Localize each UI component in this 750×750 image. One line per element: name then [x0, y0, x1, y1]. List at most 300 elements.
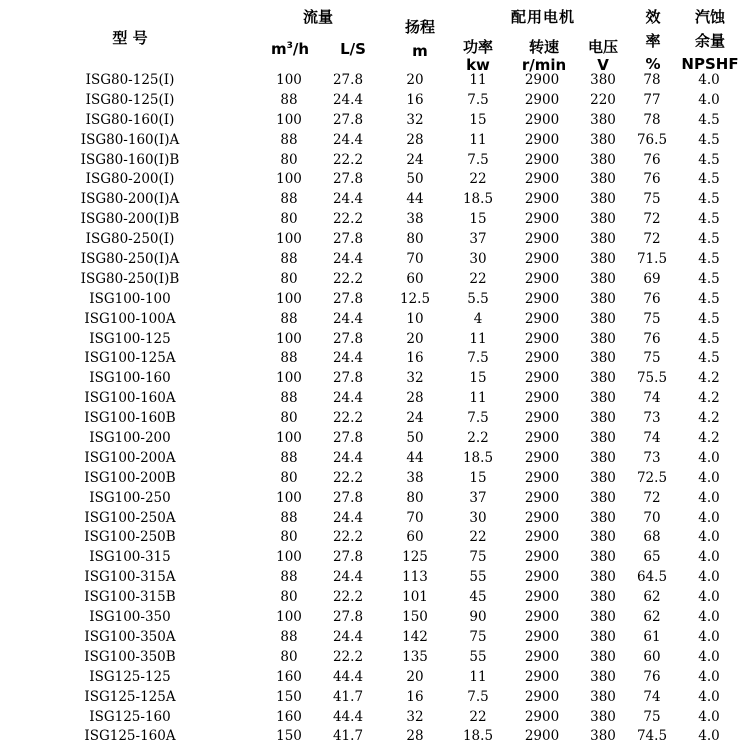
- cell-head: 60: [406, 270, 424, 287]
- cell-flow-ls: 44.4: [332, 708, 364, 725]
- cell-npsh: 4.5: [698, 350, 720, 367]
- cell-npsh: 4.0: [698, 469, 720, 486]
- cell-flow-m3h: 100: [276, 370, 302, 387]
- cell-efficiency: 72: [643, 231, 661, 248]
- header-efficiency-unit: %: [645, 55, 661, 73]
- cell-head: 28: [406, 390, 424, 407]
- cell-efficiency: 71.5: [636, 251, 668, 268]
- cell-head: 70: [406, 509, 424, 526]
- cell-efficiency: 62: [643, 609, 661, 626]
- cell-speed: 2900: [524, 310, 560, 327]
- cell-efficiency: 72: [643, 211, 661, 228]
- cell-model: ISG125-160A: [84, 728, 176, 745]
- cell-head: 32: [406, 708, 424, 725]
- header-power: 功率: [462, 38, 494, 56]
- cell-flow-m3h: 150: [276, 728, 302, 745]
- cell-voltage: 380: [590, 628, 616, 645]
- cell-speed: 2900: [524, 131, 560, 148]
- cell-voltage: 380: [590, 549, 616, 566]
- header-head-unit: m: [412, 42, 428, 60]
- cell-power: 45: [469, 589, 487, 606]
- header-efficiency-2: 率: [645, 32, 661, 50]
- cell-speed: 2900: [524, 648, 560, 665]
- cell-power: 55: [469, 648, 487, 665]
- cell-npsh: 4.5: [698, 310, 720, 327]
- cell-flow-ls: 24.4: [332, 131, 364, 148]
- table-row: [0, 568, 750, 588]
- cell-power: 11: [469, 390, 487, 407]
- cell-head: 20: [406, 668, 424, 685]
- cell-speed: 2900: [524, 410, 560, 427]
- cell-flow-m3h: 160: [276, 668, 302, 685]
- cell-model: ISG100-315B: [84, 589, 176, 606]
- cell-efficiency: 78: [643, 111, 661, 128]
- cell-speed: 2900: [524, 489, 560, 506]
- cell-npsh: 4.0: [698, 72, 720, 88]
- cell-head: 32: [406, 370, 424, 387]
- cell-efficiency: 72: [643, 489, 661, 506]
- cell-efficiency: 60: [643, 648, 661, 665]
- cell-npsh: 4.0: [698, 549, 720, 566]
- cell-speed: 2900: [524, 231, 560, 248]
- cell-flow-m3h: 88: [280, 91, 298, 108]
- cell-efficiency: 65: [643, 549, 661, 566]
- cell-npsh: 4.5: [698, 330, 720, 347]
- table-row: [0, 588, 750, 608]
- table-row: [0, 389, 750, 409]
- cell-speed: 2900: [524, 151, 560, 168]
- cell-flow-ls: 44.4: [332, 668, 364, 685]
- cell-speed: 2900: [524, 469, 560, 486]
- header-efficiency-1: 效: [645, 8, 661, 26]
- cell-power: 15: [469, 111, 487, 128]
- cell-power: 22: [469, 529, 487, 546]
- cell-flow-ls: 27.8: [332, 231, 364, 248]
- cell-speed: 2900: [524, 191, 560, 208]
- cell-speed: 2900: [524, 688, 560, 705]
- table-row: [0, 151, 750, 171]
- cell-model: ISG100-350A: [84, 628, 176, 645]
- cell-speed: 2900: [524, 569, 560, 586]
- cell-flow-ls: 41.7: [332, 728, 364, 745]
- cell-efficiency: 68: [643, 529, 661, 546]
- cell-flow-m3h: 88: [280, 628, 298, 645]
- cell-power: 7.5: [467, 151, 489, 168]
- cell-head: 38: [406, 211, 424, 228]
- cell-npsh: 4.0: [698, 489, 720, 506]
- cell-speed: 2900: [524, 509, 560, 526]
- cell-npsh: 4.5: [698, 151, 720, 168]
- cell-speed: 2900: [524, 728, 560, 745]
- header-flow: 流量: [302, 8, 334, 26]
- cell-npsh: 4.0: [698, 609, 720, 626]
- table-row: [0, 310, 750, 330]
- cell-speed: 2900: [524, 430, 560, 447]
- cell-flow-ls: 22.2: [332, 151, 364, 168]
- cell-power: 37: [469, 489, 487, 506]
- table-row: [0, 449, 750, 469]
- cell-voltage: 380: [590, 449, 616, 466]
- cell-npsh: 4.5: [698, 231, 720, 248]
- cell-power: 11: [469, 668, 487, 685]
- cell-efficiency: 61: [643, 628, 661, 645]
- cell-flow-ls: 24.4: [332, 191, 364, 208]
- cell-voltage: 220: [590, 91, 616, 108]
- cell-voltage: 380: [590, 648, 616, 665]
- cell-npsh: 4.5: [698, 191, 720, 208]
- header-head: 扬程: [404, 18, 436, 36]
- cell-voltage: 380: [590, 708, 616, 725]
- cell-efficiency: 74.5: [636, 728, 668, 745]
- cell-voltage: 380: [590, 728, 616, 745]
- cell-npsh: 4.0: [698, 708, 720, 725]
- header-voltage: 电压: [587, 38, 619, 56]
- cell-head: 50: [406, 171, 424, 188]
- cell-speed: 2900: [524, 350, 560, 367]
- cell-npsh: 4.0: [698, 449, 720, 466]
- cell-efficiency: 73: [643, 449, 661, 466]
- table-row: [0, 290, 750, 310]
- cell-voltage: 380: [590, 430, 616, 447]
- table-row: [0, 727, 750, 747]
- cell-flow-m3h: 80: [280, 410, 298, 427]
- cell-model: ISG80-160(I)B: [80, 151, 180, 168]
- cell-flow-m3h: 100: [276, 489, 302, 506]
- cell-flow-m3h: 80: [280, 469, 298, 486]
- table-row: [0, 708, 750, 728]
- table-row: [0, 349, 750, 369]
- cell-voltage: 380: [590, 171, 616, 188]
- table-row: [0, 429, 750, 449]
- cell-npsh: 4.5: [698, 131, 720, 148]
- cell-flow-ls: 24.4: [332, 449, 364, 466]
- header-npsh-1: 汽蚀: [694, 8, 726, 26]
- cell-head: 80: [406, 489, 424, 506]
- cell-voltage: 380: [590, 111, 616, 128]
- cell-model: ISG100-200: [89, 430, 171, 447]
- cell-efficiency: 76: [643, 668, 661, 685]
- cell-flow-m3h: 150: [276, 688, 302, 705]
- cell-voltage: 380: [590, 410, 616, 427]
- header-motor: 配用电机: [510, 8, 576, 26]
- cell-flow-m3h: 80: [280, 151, 298, 168]
- table-row: [0, 270, 750, 290]
- cell-voltage: 380: [590, 330, 616, 347]
- cell-head: 80: [406, 231, 424, 248]
- cell-model: ISG100-200B: [84, 469, 176, 486]
- cell-voltage: 380: [590, 370, 616, 387]
- cell-head: 50: [406, 430, 424, 447]
- cell-efficiency: 76: [643, 171, 661, 188]
- cell-efficiency: 74: [643, 430, 661, 447]
- cell-npsh: 4.5: [698, 211, 720, 228]
- cell-head: 28: [406, 131, 424, 148]
- cell-flow-m3h: 88: [280, 251, 298, 268]
- cell-efficiency: 77: [643, 91, 661, 108]
- table-row: [0, 608, 750, 628]
- cell-voltage: 380: [590, 350, 616, 367]
- cell-power: 90: [469, 609, 487, 626]
- cell-flow-m3h: 88: [280, 569, 298, 586]
- cell-flow-m3h: 88: [280, 509, 298, 526]
- cell-flow-m3h: 100: [276, 111, 302, 128]
- cell-model: ISG100-250: [89, 489, 171, 506]
- cell-power: 30: [469, 509, 487, 526]
- cell-npsh: 4.0: [698, 91, 720, 108]
- table-row: [0, 190, 750, 210]
- cell-flow-ls: 22.2: [332, 589, 364, 606]
- cell-npsh: 4.5: [698, 251, 720, 268]
- header-power-unit: kw: [466, 56, 490, 74]
- cell-head: 16: [406, 688, 424, 705]
- cell-head: 20: [406, 330, 424, 347]
- cell-head: 101: [402, 589, 428, 606]
- cell-voltage: 380: [590, 390, 616, 407]
- cell-voltage: 380: [590, 569, 616, 586]
- cell-npsh: 4.0: [698, 509, 720, 526]
- cell-speed: 2900: [524, 251, 560, 268]
- cell-speed: 2900: [524, 668, 560, 685]
- header-model: 型 号: [112, 29, 148, 47]
- cell-speed: 2900: [524, 270, 560, 287]
- cell-voltage: 380: [590, 529, 616, 546]
- cell-model: ISG80-160(I): [85, 111, 175, 128]
- cell-flow-ls: 24.4: [332, 310, 364, 327]
- cell-efficiency: 75.5: [636, 370, 668, 387]
- cell-npsh: 4.5: [698, 171, 720, 188]
- table-row: [0, 210, 750, 230]
- cell-flow-ls: 22.2: [332, 469, 364, 486]
- cell-power: 4: [473, 310, 483, 327]
- cell-model: ISG125-160: [89, 708, 171, 725]
- cell-flow-ls: 27.8: [332, 171, 364, 188]
- cell-model: ISG80-200(I)A: [80, 191, 180, 208]
- cell-model: ISG100-250A: [84, 509, 176, 526]
- cell-npsh: 4.2: [698, 410, 720, 427]
- cell-npsh: 4.5: [698, 111, 720, 128]
- cell-model: ISG100-125: [89, 330, 171, 347]
- cell-power: 7.5: [467, 350, 489, 367]
- cell-model: ISG80-125(I): [85, 72, 175, 88]
- cell-flow-m3h: 100: [276, 430, 302, 447]
- cell-head: 150: [402, 609, 428, 626]
- cell-power: 75: [469, 549, 487, 566]
- cell-efficiency: 64.5: [636, 569, 668, 586]
- cell-speed: 2900: [524, 290, 560, 307]
- cell-flow-m3h: 80: [280, 589, 298, 606]
- cell-efficiency: 75: [643, 191, 661, 208]
- cell-speed: 2900: [524, 211, 560, 228]
- cell-power: 7.5: [467, 410, 489, 427]
- cell-model: ISG80-200(I)B: [80, 211, 180, 228]
- cell-head: 135: [402, 648, 428, 665]
- cell-speed: 2900: [524, 171, 560, 188]
- table-row: [0, 489, 750, 509]
- cell-flow-ls: 24.4: [332, 628, 364, 645]
- table-row: [0, 230, 750, 250]
- cell-flow-m3h: 100: [276, 171, 302, 188]
- header-npsh-2: 余量: [694, 32, 726, 50]
- cell-flow-ls: 22.2: [332, 270, 364, 287]
- cell-model: ISG80-250(I)A: [80, 251, 180, 268]
- cell-npsh: 4.0: [698, 569, 720, 586]
- table-row: [0, 369, 750, 389]
- flow-unit-tail: /h: [292, 40, 310, 58]
- cell-power: 30: [469, 251, 487, 268]
- cell-voltage: 380: [590, 668, 616, 685]
- table-row: [0, 528, 750, 548]
- cell-voltage: 380: [590, 489, 616, 506]
- cell-flow-ls: 22.2: [332, 410, 364, 427]
- cell-voltage: 380: [590, 131, 616, 148]
- cell-speed: 2900: [524, 72, 560, 88]
- cell-power: 75: [469, 628, 487, 645]
- cell-model: ISG100-100A: [84, 310, 176, 327]
- cell-flow-ls: 24.4: [332, 251, 364, 268]
- cell-head: 44: [406, 449, 424, 466]
- cell-head: 16: [406, 91, 424, 108]
- table-row: [0, 91, 750, 111]
- cell-flow-ls: 24.4: [332, 390, 364, 407]
- header-flow-unit-m3h: [271, 40, 309, 58]
- cell-flow-m3h: 80: [280, 529, 298, 546]
- cell-head: 38: [406, 469, 424, 486]
- cell-model: ISG125-125A: [84, 688, 176, 705]
- table-row: [0, 330, 750, 350]
- cell-voltage: 380: [590, 310, 616, 327]
- header-speed-unit: r/min: [521, 56, 567, 74]
- cell-efficiency: 75: [643, 708, 661, 725]
- cell-power: 22: [469, 171, 487, 188]
- cell-speed: 2900: [524, 589, 560, 606]
- cell-flow-m3h: 88: [280, 191, 298, 208]
- table-row: [0, 131, 750, 151]
- cell-head: 113: [402, 569, 428, 586]
- cell-npsh: 4.0: [698, 648, 720, 665]
- cell-speed: 2900: [524, 549, 560, 566]
- cell-power: 11: [469, 330, 487, 347]
- cell-power: 2.2: [467, 430, 489, 447]
- cell-speed: 2900: [524, 628, 560, 645]
- cell-flow-ls: 27.8: [332, 72, 364, 88]
- cell-npsh: 4.5: [698, 270, 720, 287]
- table-row: [0, 688, 750, 708]
- cell-efficiency: 78: [643, 72, 661, 88]
- cell-model: ISG125-125: [89, 668, 171, 685]
- cell-speed: 2900: [524, 330, 560, 347]
- cell-power: 11: [469, 72, 487, 88]
- cell-flow-ls: 27.8: [332, 609, 364, 626]
- cell-model: ISG100-350: [89, 609, 171, 626]
- cell-flow-m3h: 88: [280, 131, 298, 148]
- cell-speed: 2900: [524, 370, 560, 387]
- cell-voltage: 380: [590, 589, 616, 606]
- table-row: [0, 250, 750, 270]
- cell-npsh: 4.2: [698, 390, 720, 407]
- cell-head: 20: [406, 72, 424, 88]
- cell-model: ISG80-125(I): [85, 91, 175, 108]
- cell-speed: 2900: [524, 708, 560, 725]
- cell-head: 32: [406, 111, 424, 128]
- cell-model: ISG100-315: [89, 549, 171, 566]
- cell-efficiency: 69: [643, 270, 661, 287]
- cell-flow-ls: 22.2: [332, 648, 364, 665]
- cell-power: 15: [469, 211, 487, 228]
- cell-flow-m3h: 88: [280, 449, 298, 466]
- cell-efficiency: 75: [643, 310, 661, 327]
- cell-model: ISG100-160A: [84, 390, 176, 407]
- cell-head: 10: [406, 310, 424, 327]
- cell-model: ISG100-315A: [84, 569, 176, 586]
- cell-flow-m3h: 100: [276, 549, 302, 566]
- cell-efficiency: 74: [643, 390, 661, 407]
- cell-npsh: 4.0: [698, 728, 720, 745]
- cell-head: 60: [406, 529, 424, 546]
- cell-model: ISG100-350B: [84, 648, 176, 665]
- cell-efficiency: 76.5: [636, 131, 668, 148]
- cell-model: ISG100-160B: [84, 410, 176, 427]
- table-row: [0, 668, 750, 688]
- table-body: [0, 71, 750, 747]
- cell-head: 24: [406, 410, 424, 427]
- cell-model: ISG80-250(I): [85, 231, 175, 248]
- cell-npsh: 4.0: [698, 589, 720, 606]
- cell-flow-ls: 27.8: [332, 549, 364, 566]
- cell-npsh: 4.2: [698, 370, 720, 387]
- cell-efficiency: 62: [643, 589, 661, 606]
- cell-power: 22: [469, 270, 487, 287]
- cell-head: 24: [406, 151, 424, 168]
- cell-flow-m3h: 80: [280, 211, 298, 228]
- cell-flow-ls: 27.8: [332, 489, 364, 506]
- table-row: [0, 648, 750, 668]
- cell-efficiency: 74: [643, 688, 661, 705]
- cell-npsh: 4.0: [698, 628, 720, 645]
- cell-flow-m3h: 100: [276, 609, 302, 626]
- cell-voltage: 380: [590, 290, 616, 307]
- cell-model: ISG100-125A: [84, 350, 176, 367]
- cell-model: ISG100-250B: [84, 529, 176, 546]
- cell-npsh: 4.0: [698, 668, 720, 685]
- cell-flow-ls: 41.7: [332, 688, 364, 705]
- cell-flow-m3h: 100: [276, 72, 302, 88]
- table-row: [0, 170, 750, 190]
- cell-power: 22: [469, 708, 487, 725]
- table-row: [0, 469, 750, 489]
- header-speed: 转速: [528, 38, 560, 56]
- header-npsh-unit: NPSHF: [681, 55, 739, 73]
- cell-flow-m3h: 88: [280, 390, 298, 407]
- cell-head: 16: [406, 350, 424, 367]
- cell-flow-m3h: 80: [280, 270, 298, 287]
- cell-speed: 2900: [524, 449, 560, 466]
- cell-flow-m3h: 100: [276, 231, 302, 248]
- cell-model: ISG100-100: [89, 290, 171, 307]
- cell-efficiency: 70: [643, 509, 661, 526]
- cell-head: 44: [406, 191, 424, 208]
- cell-voltage: 380: [590, 211, 616, 228]
- cell-efficiency: 76: [643, 290, 661, 307]
- cell-head: 70: [406, 251, 424, 268]
- cell-power: 18.5: [462, 449, 494, 466]
- cell-flow-ls: 24.4: [332, 509, 364, 526]
- cell-voltage: 380: [590, 231, 616, 248]
- cell-head: 28: [406, 728, 424, 745]
- cell-speed: 2900: [524, 91, 560, 108]
- cell-efficiency: 75: [643, 350, 661, 367]
- cell-head: 125: [402, 549, 428, 566]
- cell-flow-m3h: 160: [276, 708, 302, 725]
